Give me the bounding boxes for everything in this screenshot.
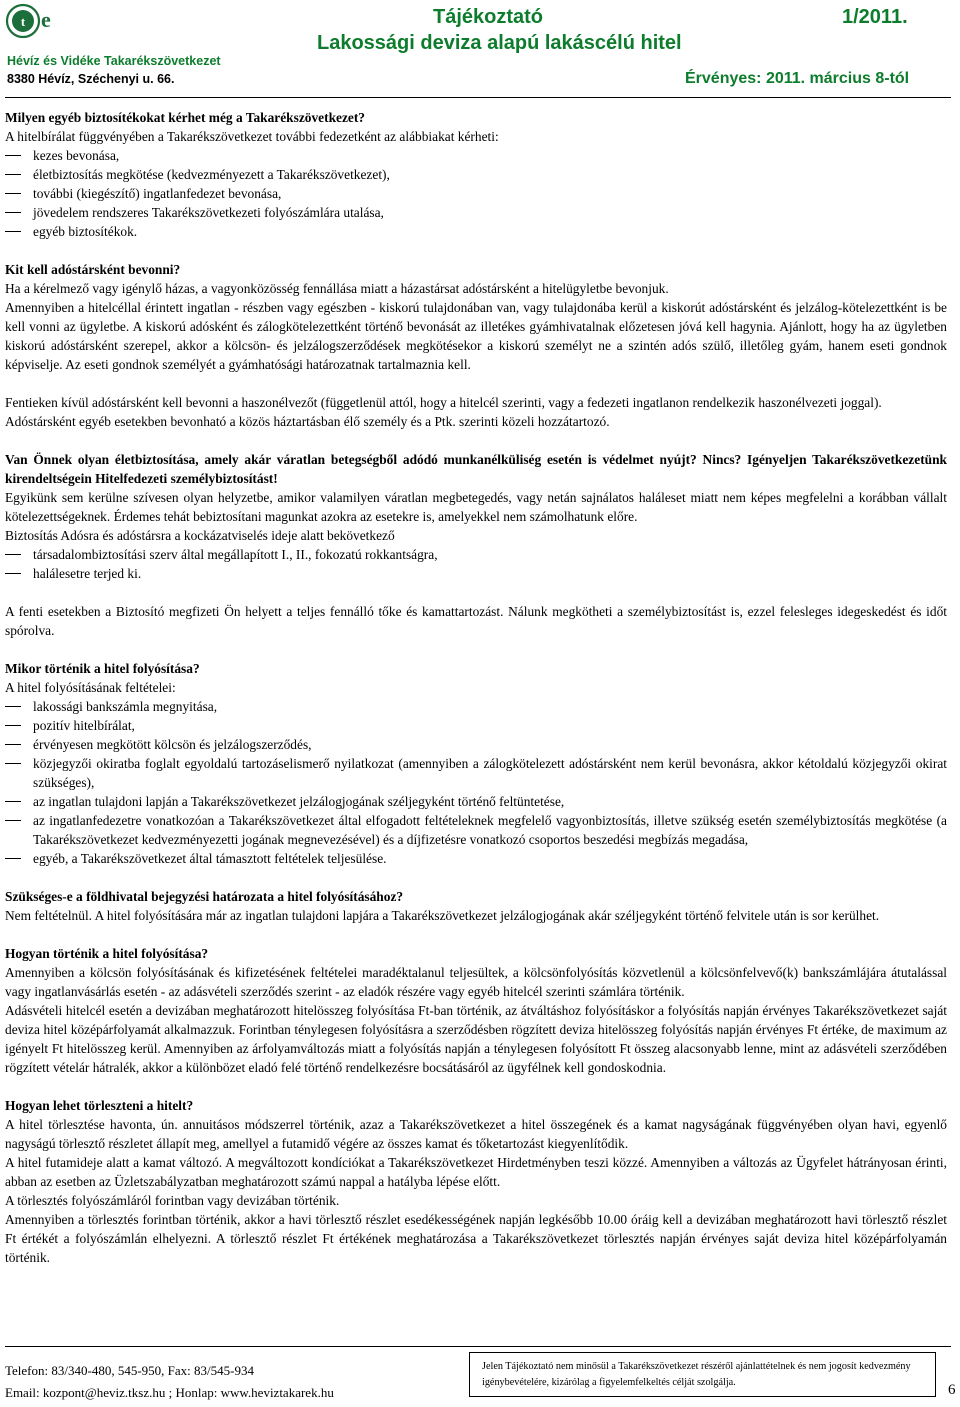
svg-text:e: e: [41, 7, 51, 32]
list-item: kezes bevonása,: [5, 146, 947, 165]
list-item: egyéb biztosítékok.: [5, 222, 947, 241]
document-body: [5, 108, 947, 1267]
list-item: halálesetre terjed ki.: [5, 564, 947, 583]
list-item: az ingatlanfedezetre vonatkozóan a Takarékszövetkezet által elfogadott feltételeknek megfelelő vagyonbiztosítás, illetve szükség esetén személybiztosítás megkötése (a Takarékszövetkezet kedvezményezetti jogának megnevezésével) és a díjfizetésre vonatkozó csoportos beszedési megbízás megadása,: [5, 811, 947, 849]
page-number: 6: [948, 1382, 956, 1398]
bullet-list: [5, 146, 947, 241]
page-header: [0, 0, 960, 100]
list-item: közjegyzői okiratba foglalt egyoldalú tartozáselismerő nyilatkozat (amennyiben a zálogkötelezett adóstársként nem kerül bevonásra, akkor kétoldalú közjegyzői okirat szükséges),: [5, 754, 947, 792]
paragraph: Adóstársként egyéb esetekben bevonható a közös háztartásban élő személy és a Ptk. szerinti közeli hozzátartozó.: [5, 414, 610, 429]
list-item: pozitív hitelbírálat,: [5, 716, 947, 735]
bullet-list: [5, 697, 947, 868]
section-heading: Kit kell adóstársként bevonni?: [5, 262, 181, 277]
paragraph: A törlesztés folyószámláról forintban vagy devizában történik.: [5, 1193, 340, 1208]
list-item: az ingatlan tulajdoni lapján a Takarékszövetkezet jelzálogjogának széljegyként történő feltüntetése,: [5, 792, 947, 811]
paragraph: Adásvételi hitelcél esetén a devizában meghatározott hitelösszeg folyósítása Ft-ban történik, az átváltáshoz folyósításkor a folyósítás napján érvényes Takarékszövetkezet saját deviza hitel középárfolyamát alkalmazzuk. Forintban ténylegesen folyósításra a szerződésben rögzített deviza hitelösszeg folyósítás napján érvényes Ft értéke, de maximum az igényelt Ft hitelösszeg kerül. Amennyiben az árfolyamváltozás miatt a folyósítás napján a ténylegesen folyósított Ft összeg alacsonyabb lenne, mint az adásvételi szerződében rögzített vételár hátralék, akkor a különbözet eladó felé történő rendelkezésre bocsátásáról az ügyfélnek kell gondoskodnia.: [5, 1003, 947, 1075]
document-type: Tájékoztató: [433, 6, 544, 28]
header-divider: [5, 97, 951, 98]
list-item: egyéb, a Takarékszövetkezet által támasztott feltételek teljesülése.: [5, 849, 947, 868]
section-heading: Milyen egyéb biztosítékokat kérhet még a Takarékszövetkezet?: [5, 110, 366, 125]
footer-divider: [5, 1346, 951, 1347]
paragraph: A hitel törlesztése havonta, ún. annuitásos módszerrel történik, azaz a Takarékszövetkezet a hitel összegének és a kamat nagyságának függvényében olyan havi, egyenlő nagyságú törlesztő részletet állapít meg, amellyel a futamidő végére az összes kamat és tőketartozást kiegyenlítődik.: [5, 1117, 947, 1151]
page-footer: [0, 1352, 960, 1407]
paragraph: A hitelbírálat függvényében a Takarékszövetkezet további fedezetként az alábbiakat kérheti:: [5, 129, 499, 144]
list-item: jövedelem rendszeres Takarékszövetkezeti folyószámlára utalása,: [5, 203, 947, 222]
validity-date: Érvényes: 2011. március 8-tól: [685, 70, 910, 87]
document-title: Lakossági deviza alapú lakáscélú hitel: [317, 32, 682, 54]
section-heading: Hogyan lehet törleszteni a hitelt?: [5, 1098, 194, 1113]
footer-contact: [5, 1360, 334, 1404]
paragraph: A hitel folyósításának feltételei:: [5, 680, 176, 695]
footer-phone: Telefon: 83/340-480, 545-950, Fax: 83/545-934: [5, 1363, 254, 1378]
section-heading: Van Önnek olyan életbiztosítása, amely akár váratlan betegségből adódó munkanélküliség esetén is védelmet nyújt? Nincs? Igényeljen Takarékszövetkezetünk kirendeltségein Hitelfedezeti személybiztosítást!: [5, 452, 947, 486]
paragraph: Amennyiben a kölcsön folyósításának és kifizetésének feltételei maradéktalanul teljesültek, a kölcsönfolyósítás közvetlenül a kölcsönfelvevő(k) bankszámlájára átutalással vagy ingatlanvásárlás esetén - az adásvételi szerződés szerint - az eladók részére vagy egyéb hitelcél szerinti számlára történik.: [5, 965, 947, 999]
bank-address: 8380 Hévíz, Széchenyi u. 66.: [7, 72, 175, 86]
list-item: társadalombiztosítási szerv által megállapított I., II., fokozatú rokkantságra,: [5, 545, 947, 564]
list-item: lakossági bankszámla megnyitása,: [5, 697, 947, 716]
list-item: érvényesen megkötött kölcsön és jelzálogszerződés,: [5, 735, 947, 754]
paragraph: Ha a kérelmező vagy igénylő házas, a vagyonközösség fennállása miatt a házastársat adóstársként a hitelügyletbe bevonjuk.: [5, 281, 669, 296]
paragraph: A hitel futamideje alatt a kamat változó. A megváltozott kondíciókat a Takarékszövetkezet Hirdetményben teszi közzé. Amennyiben a változás az Ügyfelet hátrányosan érinti, abban az esetben az Üzletszabályzatban meghatározott számú nappal a hatályba lépése előtt.: [5, 1155, 947, 1189]
paragraph: A fenti esetekben a Biztosító megfizeti Ön helyett a teljes fennálló tőke és kamattartozást. Nálunk megkötheti a személybiztosítást is, ezzel felesleges idegeskedést és időt spórolva.: [5, 604, 947, 638]
section-heading: Mikor történik a hitel folyósítása?: [5, 661, 200, 676]
list-item: életbiztosítás megkötése (kedvezményezett a Takarékszövetkezet),: [5, 165, 947, 184]
issue-number: 1/2011.: [842, 6, 908, 28]
svg-text:t: t: [20, 14, 26, 29]
disclaimer-box: Jelen Tájékoztató nem minősül a Takarékszövetkezet részéről ajánlattételnek és nem jogosít kedvezmény igénybevételére, kizárólag a figyelemfelkeltés célját szolgálja.: [469, 1352, 936, 1397]
paragraph: Egyikünk sem kerülne szívesen olyan helyzetbe, amikor valamilyen váratlan megbetegedés, vagy netán sajnálatos haláleset miatt nem képes megfelelni a korábban vállalt kötelezettségeknek. Érdemes tehát bebiztosítani magunkat azokra az esetekre is, amelyekkel nem számolhatunk előre.: [5, 490, 947, 524]
bank-name: Hévíz és Vidéke Takarékszövetkezet: [7, 54, 221, 68]
paragraph: Biztosítás Adósra és adóstársra a kockázatviselés ideje alatt bekövetkező: [5, 528, 395, 543]
section-heading: Szükséges-e a földhivatal bejegyzési határozata a hitel folyósításához?: [5, 889, 404, 904]
paragraph: Amennyiben a törlesztés forintban történik, akkor a havi törlesztő részlet esedékességének napján legkésőbb 10.00 óráig kell a devizában meghatározott havi törlesztő részlet Ft értékét a folyószámlán elhelyezni. A törlesztő részlet Ft értékének meghatározása a Takarékszövetkezet törlesztés napján érvényes saját deviza hitel középárfolyamán történik.: [5, 1212, 947, 1265]
paragraph: Nem feltételnül. A hitel folyósítására már az ingatlan tulajdoni lapjára a Takarékszövetkezet jelzálogjogának akár széljegyként történő felvitele után is sor kerülhet.: [5, 908, 880, 923]
paragraph: Amennyiben a hitelcéllal érintett ingatlan - részben vagy egészben - kiskorú tulajdonában van, vagy tulajdonába kerül a kiskorút adóstársként és jelzálog-kötelezettként is be kell vonni az ügyletbe. A kiskorú adósként és zálogkötelezettként történő bevonását az illetékes gyámhivatalnak előzetesen jóvá kell hagynia. Ajánlott, hogy ha az ügyletben kiskorú adóstársként szerepel, akkor a kölcsön- és jelzálogszerződések megkötésekor a kiskorú személyt ne a szintén adós szülő, illetőleg gyám, hanem eseti gondnok képviselje. Az eseti gondnok személyét a gyámhatósági határozatnak tartalmaznia kell.: [5, 300, 947, 372]
bullet-list: [5, 545, 947, 583]
list-item: további (kiegészítő) ingatlanfedezet bevonása,: [5, 184, 947, 203]
footer-email-web: Email: kozpont@heviz.tksz.hu ; Honlap: www.heviztakarek.hu: [5, 1385, 334, 1400]
section-heading: Hogyan történik a hitel folyósítása?: [5, 946, 209, 961]
paragraph: Fentieken kívül adóstársként kell bevonni a haszonélvezőt (függetlenül attól, hogy a hitelcél szerinti, vagy a fedezeti ingatlanon rendelkezik haszonélvezeti joggal).: [5, 395, 882, 410]
bank-logo-icon: [5, 3, 59, 39]
